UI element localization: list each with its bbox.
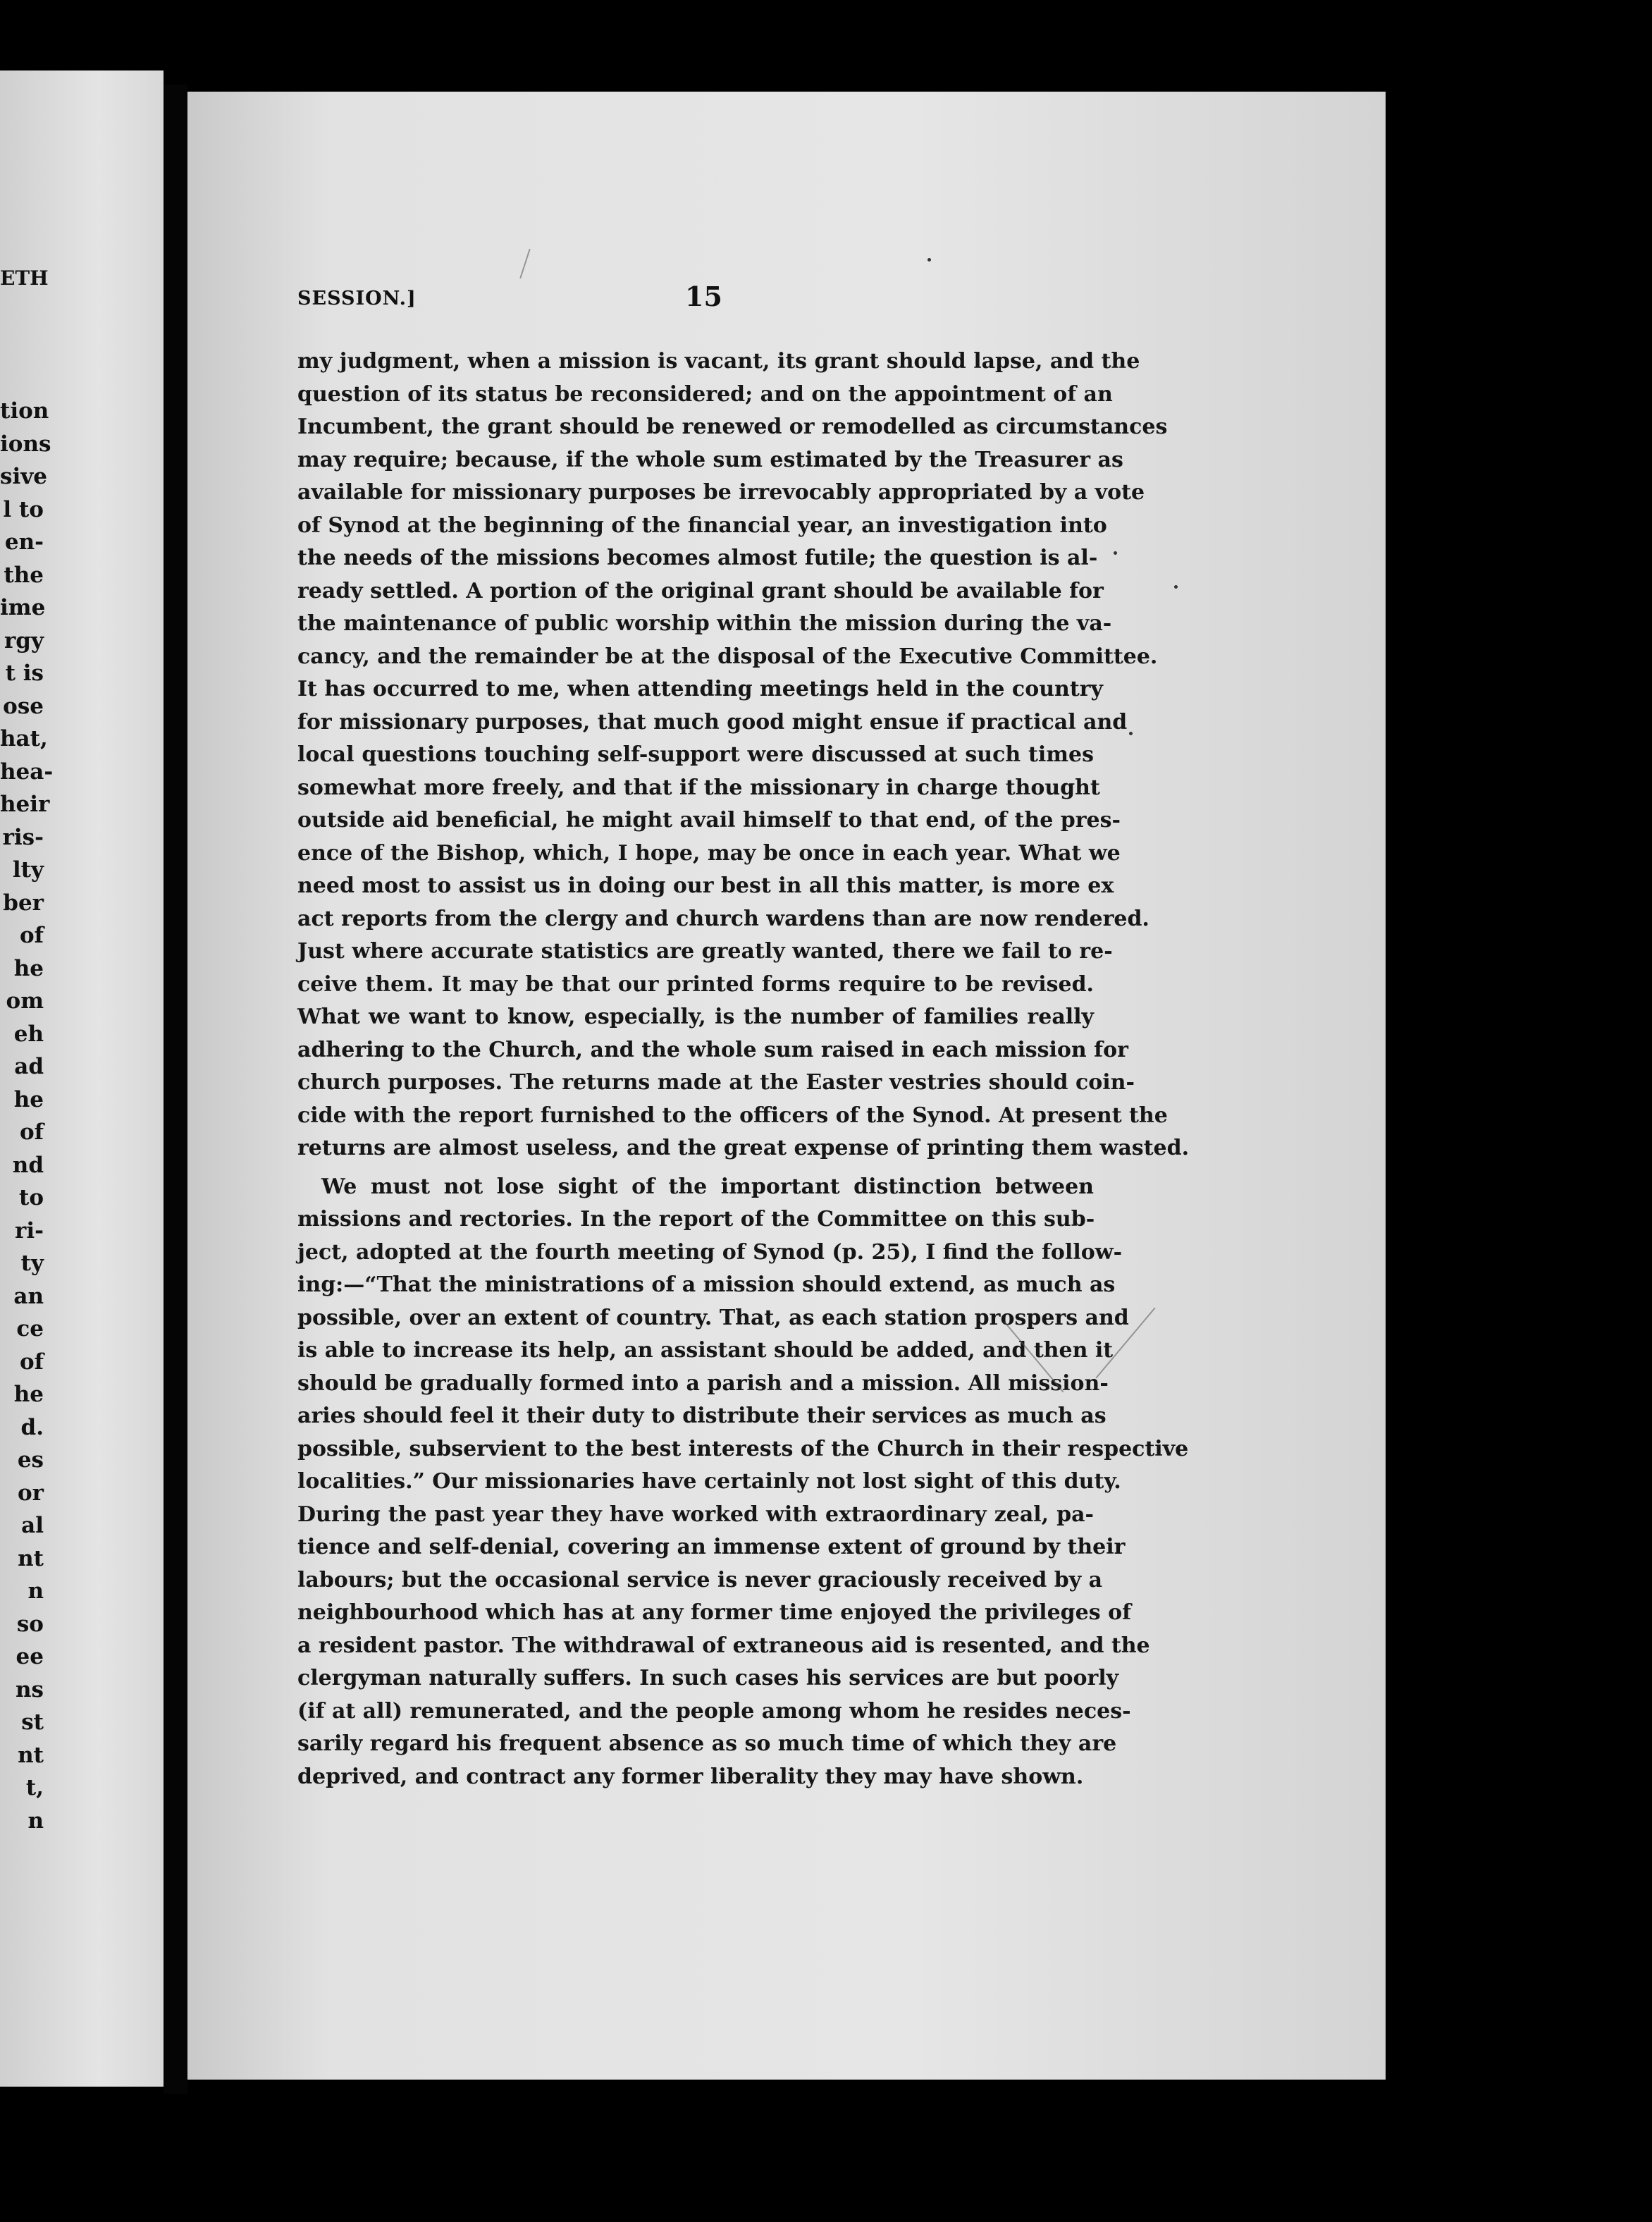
facing-page-line-fragment: eh	[13, 1021, 44, 1047]
page	[187, 92, 1386, 2080]
paragraph	[297, 1171, 1189, 1794]
text-line: ing:—“That the ministrations of a mission should extend, as much as	[297, 1272, 1116, 1297]
facing-page-line-fragment: nt	[18, 1545, 44, 1571]
facing-page-line-fragment: ime	[0, 595, 46, 620]
facing-page-line-fragment: al	[21, 1513, 44, 1538]
text-line: tience and self-denial, covering an immense extent of ground by their	[297, 1535, 1126, 1559]
text-line: Incumbent, the grant should be renewed or remodelled as circumstances	[297, 415, 1168, 439]
text-line: outside aid beneficial, he might avail himself to that end, of the pres-	[297, 808, 1121, 833]
facing-page-line-fragment: ions	[0, 431, 51, 457]
facing-page-header-fragment: ETH	[0, 266, 49, 290]
facing-page-line-fragment: he	[13, 955, 44, 981]
text-line: missions and rectories. In the report of the Committee on this sub-	[297, 1207, 1095, 1232]
facing-page-line-fragment: l to	[3, 496, 44, 522]
facing-page-line-fragment: en-	[4, 529, 44, 555]
facing-page-line-fragment: rgy	[4, 627, 44, 653]
text-line: deprived, and contract any former liberality they may have shown.	[297, 1764, 1084, 1789]
facing-page-line-fragment: sive	[0, 464, 47, 489]
facing-page-line-fragment: ee	[16, 1644, 44, 1669]
text-line: of Synod at the beginning of the financial year, an investigation into	[297, 512, 1107, 538]
text-line: sarily regard his frequent absence as so much time of which they are	[297, 1731, 1117, 1756]
running-head: SESSION.]	[297, 288, 417, 309]
pencil-mark	[519, 249, 530, 278]
facing-page-line-fragment: tion	[0, 398, 49, 424]
text-line: localities.” Our missionaries have certainly not lost sight of this duty.	[297, 1469, 1121, 1494]
facing-page-line-fragment: n	[27, 1807, 44, 1834]
facing-page-fragment	[0, 70, 164, 2087]
facing-page-line-fragment: ad	[14, 1054, 44, 1079]
facing-page-line-fragment: heir	[0, 792, 50, 817]
book-gutter	[164, 85, 187, 2094]
facing-page-line-fragment: ns	[16, 1676, 44, 1702]
text-line: returns are almost useless, and the great expense of printing them wasted.	[297, 1136, 1190, 1160]
text-line: It has occurred to me, when attending meetings held in the country	[297, 677, 1103, 701]
text-line: the needs of the missions becomes almost futile; the question is al-	[297, 546, 1098, 570]
facing-page-line-fragment: t is	[5, 661, 44, 686]
text-line: Just where accurate statistics are greatly wanted, there we fail to re-	[297, 939, 1113, 964]
text-line: During the past year they have worked with extraordinary zeal, pa-	[297, 1502, 1094, 1527]
facing-page-line-fragment: he	[13, 1086, 44, 1112]
page-header	[297, 281, 1284, 323]
text-line: act reports from the clergy and church wardens than are now rendered.	[297, 906, 1149, 931]
facing-page-line-fragment: lty	[12, 857, 44, 883]
text-line: clergyman naturally suffers. In such cases his services are but poorly	[297, 1666, 1119, 1690]
text-line: is able to increase its help, an assistant should be added, and then it	[297, 1338, 1114, 1363]
text-line: cancy, and the remainder be at the disposal of the Executive Committee.	[297, 644, 1158, 669]
facing-page-line-fragment: to	[19, 1185, 44, 1210]
facing-page-line-fragment: ose	[3, 693, 44, 719]
text-line: aries should feel it their duty to distribute their services as much as	[297, 1404, 1107, 1428]
paragraph-gap	[297, 1165, 1094, 1171]
facing-page-line-fragment: ber	[3, 890, 44, 916]
facing-page-line-fragment: hat,	[0, 726, 48, 751]
facing-page-line-fragment: nd	[12, 1152, 44, 1178]
scan-speck	[1114, 551, 1117, 555]
facing-page-line-fragment: hea-	[0, 759, 54, 785]
text-line: neighbourhood which has at any former time enjoyed the privileges of	[297, 1600, 1131, 1625]
text-line: for missionary purposes, that much good might ensue if practical and	[297, 709, 1128, 735]
text-line: the maintenance of public worship within the mission during the va-	[297, 611, 1112, 636]
text-line: What we want to know, especially, is the number of families really	[297, 1005, 1094, 1029]
facing-page-line-fragment: of	[19, 1119, 44, 1145]
text-line: need most to assist us in doing our best in all this matter, is more ex	[297, 873, 1114, 898]
text-line: ceive them. It may be that our printed forms require to be revised.	[297, 971, 1094, 997]
facing-page-line-fragment: the	[4, 562, 44, 588]
scan-speck	[927, 258, 931, 262]
text-line: cide with the report furnished to the officers of the Synod. At present the	[297, 1103, 1168, 1128]
facing-page-line-fragment: or	[17, 1480, 44, 1506]
text-line: adhering to the Church, and the whole sum raised in each mission for	[297, 1037, 1128, 1062]
facing-page-line-fragment: of	[19, 923, 44, 948]
facing-page-line-fragment: om	[6, 988, 44, 1014]
text-line: ready settled. A portion of the original grant should be available for	[297, 578, 1104, 603]
text-line: available for missionary purposes be irrevocably appropriated by a vote	[297, 480, 1145, 505]
facing-page-line-fragment: st	[21, 1710, 44, 1735]
facing-page-line-fragment: so	[16, 1611, 44, 1637]
facing-page-line-fragment: ris-	[2, 824, 44, 850]
facing-page-line-fragment: d.	[20, 1414, 44, 1440]
facing-page-line-fragment: ri-	[15, 1217, 44, 1244]
text-line: question of its status be reconsidered; and on the appointment of an	[297, 381, 1113, 407]
page-number: 15	[685, 281, 722, 312]
scan-speck	[1129, 732, 1133, 735]
scan-speck	[1174, 585, 1178, 589]
text-line: possible, over an extent of country. That, as each station prospers and	[297, 1305, 1129, 1330]
text-line: should be gradually formed into a parish and a mission. All mission-	[297, 1370, 1109, 1396]
text-line: labours; but the occasional service is never graciously received by a	[297, 1567, 1103, 1592]
facing-page-line-fragment: he	[13, 1382, 44, 1407]
body-text	[297, 345, 1190, 1793]
text-line: may require; because, if the whole sum estimated by the Treasurer as	[297, 447, 1123, 472]
text-line: ence of the Bishop, which, I hope, may be once in each year. What we	[297, 840, 1121, 866]
facing-page-line-fragment: ce	[16, 1316, 44, 1342]
text-line: ject, adopted at the fourth meeting of Synod (p. 25), I find the follow-	[297, 1239, 1123, 1265]
text-line: church purposes. The returns made at the Easter vestries should coin-	[297, 1070, 1135, 1095]
facing-page-line-fragment: of	[19, 1349, 44, 1375]
facing-page-line-fragments	[0, 395, 54, 1837]
text-line: (if at all) remunerated, and the people among whom he resides neces-	[297, 1698, 1131, 1724]
text-line: somewhat more freely, and that if the missionary in charge thought	[297, 775, 1100, 800]
facing-page-line-fragment: ty	[20, 1251, 44, 1276]
text-line: my judgment, when a mission is vacant, its grant should lapse, and the	[297, 349, 1140, 374]
text-line: possible, subservient to the best interests of the Church in their respective	[297, 1436, 1189, 1461]
facing-page-line-fragment: nt	[18, 1742, 44, 1768]
facing-page-line-fragment: es	[17, 1447, 44, 1473]
text-line: a resident pastor. The withdrawal of extraneous aid is resented, and the	[297, 1633, 1150, 1658]
facing-page-line-fragment: n	[27, 1578, 44, 1604]
facing-page-line-fragment: an	[13, 1283, 44, 1309]
text-line: local questions touching self-support were discussed at such times	[297, 742, 1094, 767]
paragraph	[297, 345, 1190, 1165]
text-line: We must not lose sight of the important distinction between	[321, 1174, 1094, 1199]
facing-page-line-fragment: t,	[25, 1775, 44, 1800]
